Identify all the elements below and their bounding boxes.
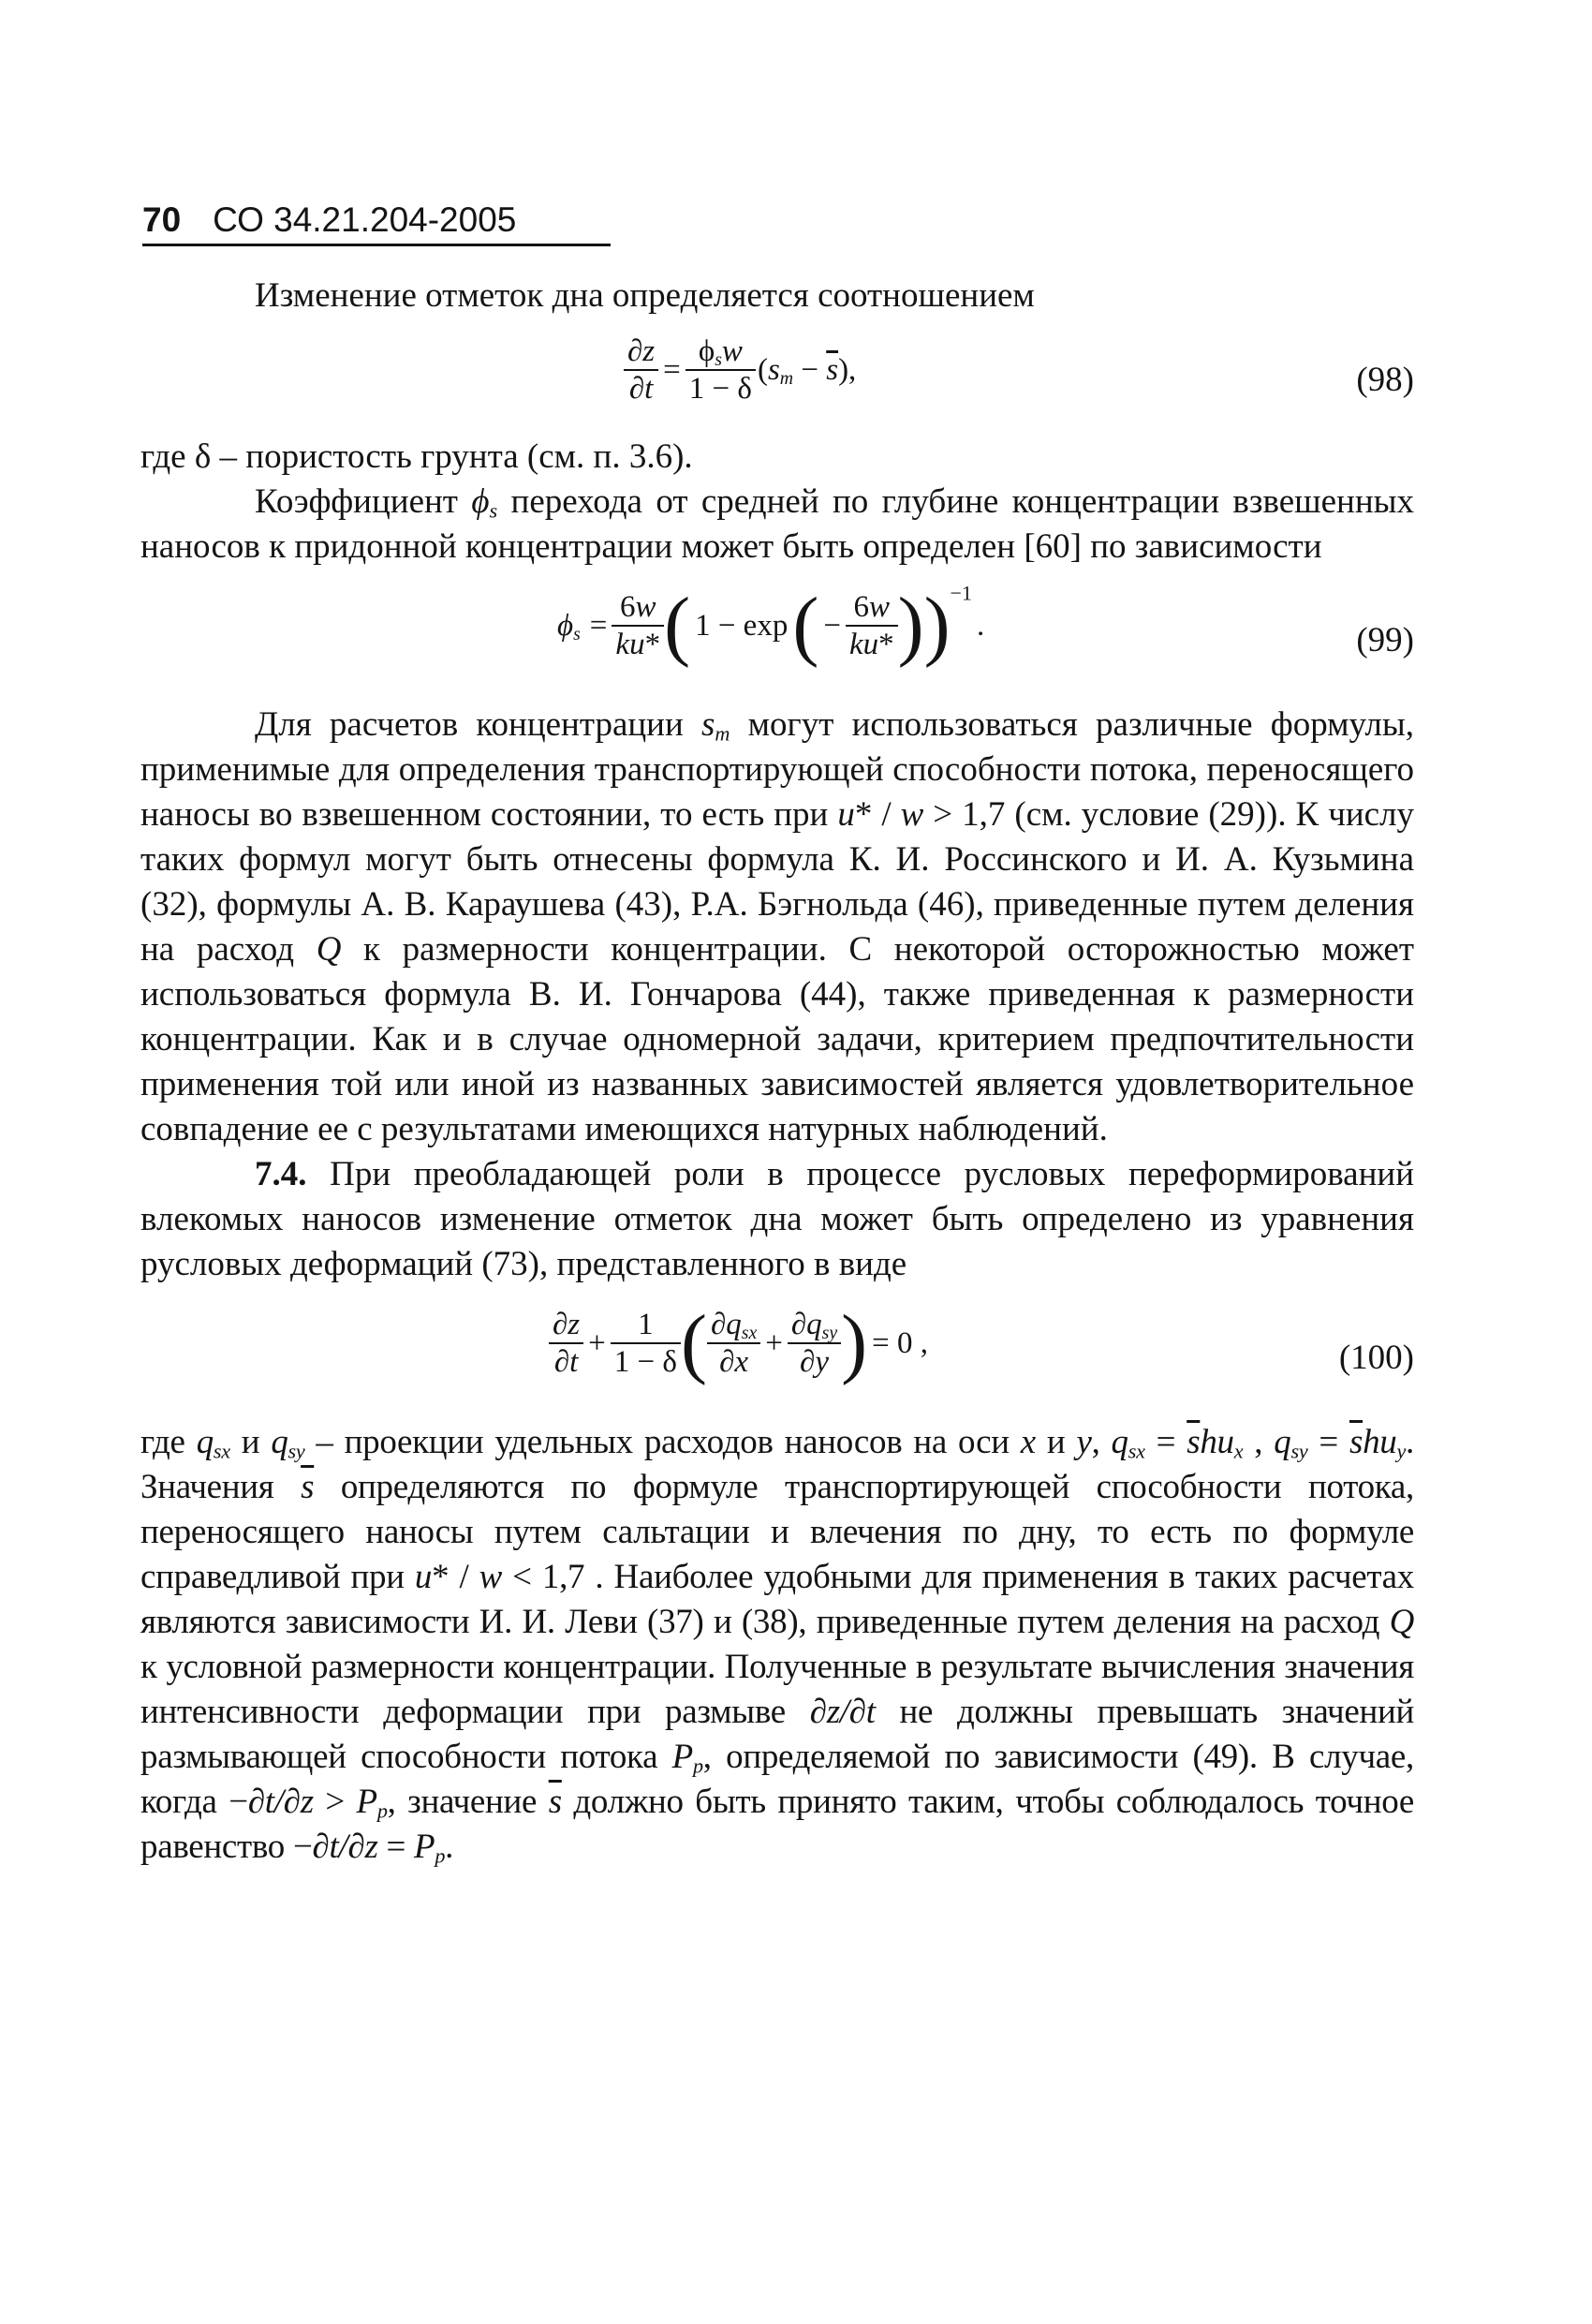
document-body bbox=[140, 274, 1414, 1870]
equation-98 bbox=[140, 333, 1414, 423]
paragraph-intro: Изменение отметок дна определяется соотношением bbox=[255, 276, 1035, 315]
paragraph-projections: где $q_{sx}$ и $q_{sy}$ – проекции удельных расходов наносов на оси x и y, $q_{sx} = \overline{s}hu_x$ , $q_{sy} = \overline{s}hu_y$. Значения $\overline{s}$ определяются по формуле транспортирующей способности потока, переносящего наносы путем сальтации и влечения по дну, то есть по формуле справедливой при u* / w < 1,7 . Наиболее удобными для применения в таких расчетах являются зависимости И. И. Леви (37) и (38), приведенные путем деления на расход Q к условной размерности концентрации. Полученные в результате вычисления значения интенсивности деформации при размыве ∂z/∂t не должны превышать значений размывающей способности потока $P_p$, определяемой по зависимости (49). В случае, когда $-\partial t/\partial z > P_p$, значение $\overline{s}$ должно быть принято таким, чтобы соблюдалось точное равенство $-\partial t/\partial z = P_p$. bbox=[140, 1423, 1415, 1868]
page-number: 70 bbox=[142, 200, 182, 239]
equation-98-number: (98) bbox=[1356, 361, 1414, 399]
paragraph-porosity: где δ – пористость грунта (см. п. 3.6). bbox=[140, 437, 693, 476]
equation-99-number: (99) bbox=[1356, 621, 1414, 659]
equation-99-expression: $\phi_s$ = $\frac{6w}{ku*}$ ( 1 − exp( − $\frac{6w}{ku*}$ ))$^{-1}$. bbox=[557, 581, 985, 669]
paragraph-coefficient: Коэффициент $\phi_s$ перехода от средней по глубине концентрации взвешенных наносов к придонной концентрации может быть определен [60] по зависимости bbox=[140, 482, 1414, 566]
equation-100-expression: $\frac{\partial z}{\partial t}$ + $\frac{1}{1 - \delta}$ ( $\frac{\partial q_{sx}}{\partial x}$ + $\frac{\partial q_{sy}}{\partial y}$ ) = 0 , bbox=[549, 1304, 933, 1409]
equation-100 bbox=[140, 1299, 1414, 1409]
paragraph-section-7-4: 7.4. При преобладающей роли в процессе русловых переформирований влекомых наносов изменение отметок дна может быть определено из уравнения русловых деформаций (73), представленного в виде bbox=[140, 1155, 1414, 1283]
paragraph-concentration-formulas: Для расчетов концентрации $s_m$ могут использоваться различные формулы, применимые для определения транспортирующей способности потока, переносящего наносы во взвешенном состоянии, то есть при u* / w > 1,7 (см. условие (29)). К числу таких формул могут быть отнесены формула К. И. Россинского и И. А. Кузьмина (32), формулы А. В. Караушева (43), Р.А. Бэгнольда (46), приведенные путем деления на расход Q к размерности концентрации. С некоторой осторожностью может использоваться формула В. И. Гончарова (44), также приведенная к размерности концентрации. Как и в случае одномерной задачи, критерием предпочтительности применения той или иной из названных зависимостей является удовлетворительное совпадение ее с результатами имеющихся натурных наблюдений. bbox=[140, 705, 1415, 1148]
equation-99 bbox=[140, 581, 1414, 691]
equation-100-number: (100) bbox=[1338, 1339, 1414, 1377]
equation-98-expression: $\frac{\partial z}{\partial t}$ = $\frac{\phi_sw}{1 - \delta}$ $(s_m - \overline{s})$, bbox=[624, 333, 861, 423]
page-header bbox=[142, 197, 611, 246]
document-code: СО 34.21.204-2005 bbox=[213, 200, 517, 239]
